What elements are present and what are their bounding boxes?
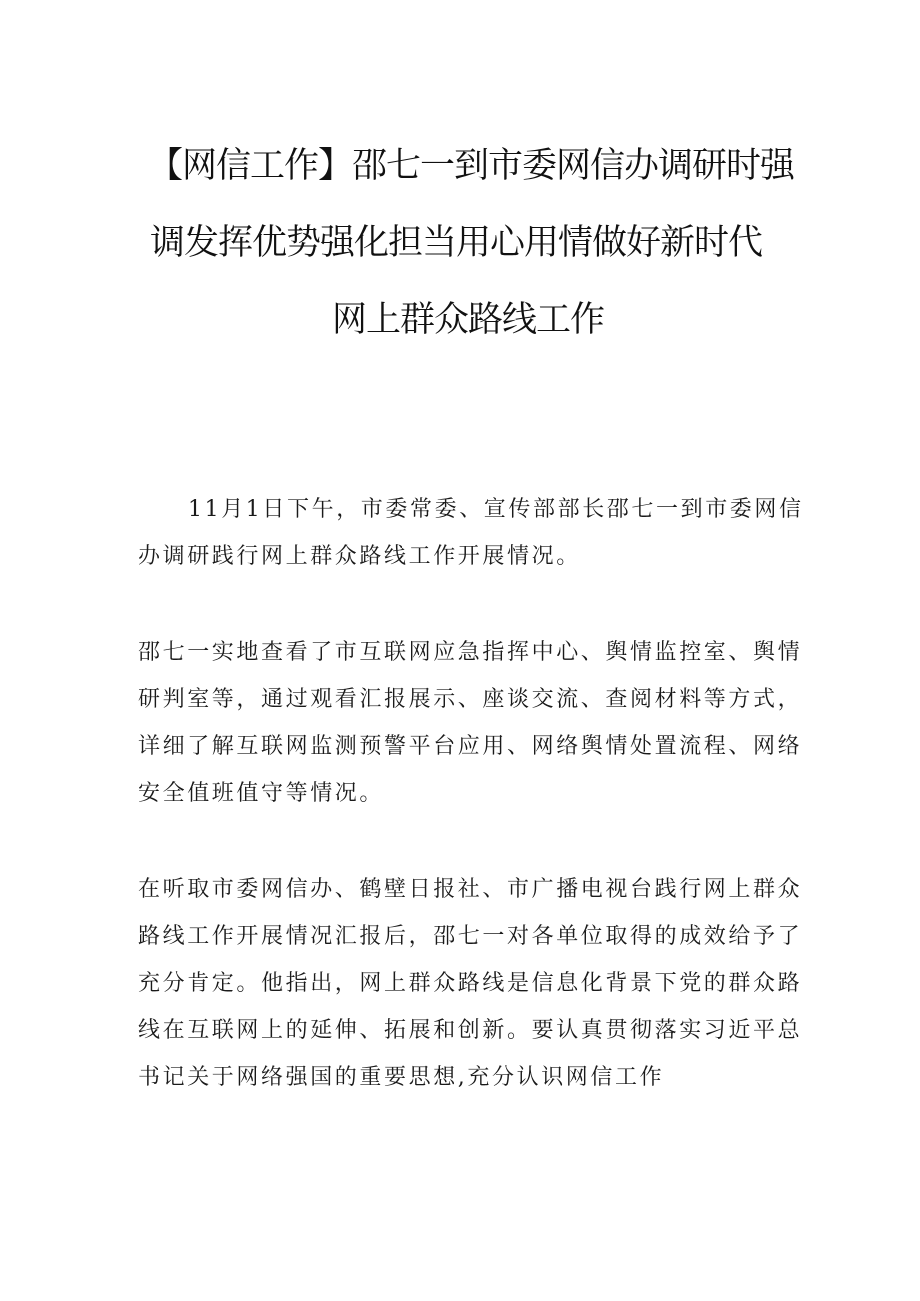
paragraph-2: 邵七一实地查看了市互联网应急指挥中心、舆情监控室、舆情研判室等，通过观看汇报展示、座谈交流、查阅材料等方式，详细了解互联网监测预警平台应用、网络舆情处置流程、网络安全值班值守等情况。	[138, 640, 803, 806]
paragraph-1: 11月1日下午，市委常委、宣传部部长邵七一到市委网信办调研践行网上群众路线工作开展情况。	[138, 497, 804, 569]
paragraph-3: 在听取市委网信办、鹤壁日报社、市广播电视台践行网上群众路线工作开展情况汇报后，邵七一对各单位取得的成效给予了充分肯定。他指出，网上群众路线是信息化背景下党的群众路线在互联网上的延伸、拓展和创新。要认真贯彻落实习近平总书记关于网络强国的重要思想,充分认识网信工作	[138, 877, 803, 1090]
title-line-3: 网上群众路线工作	[332, 300, 605, 340]
title-line-1: 【网信工作】邵七一到市委网信办调研时强	[148, 146, 795, 186]
page-title	[0, 128, 920, 359]
title-line-2: 调发挥优势强化担当用心用情做好新时代	[150, 223, 763, 263]
